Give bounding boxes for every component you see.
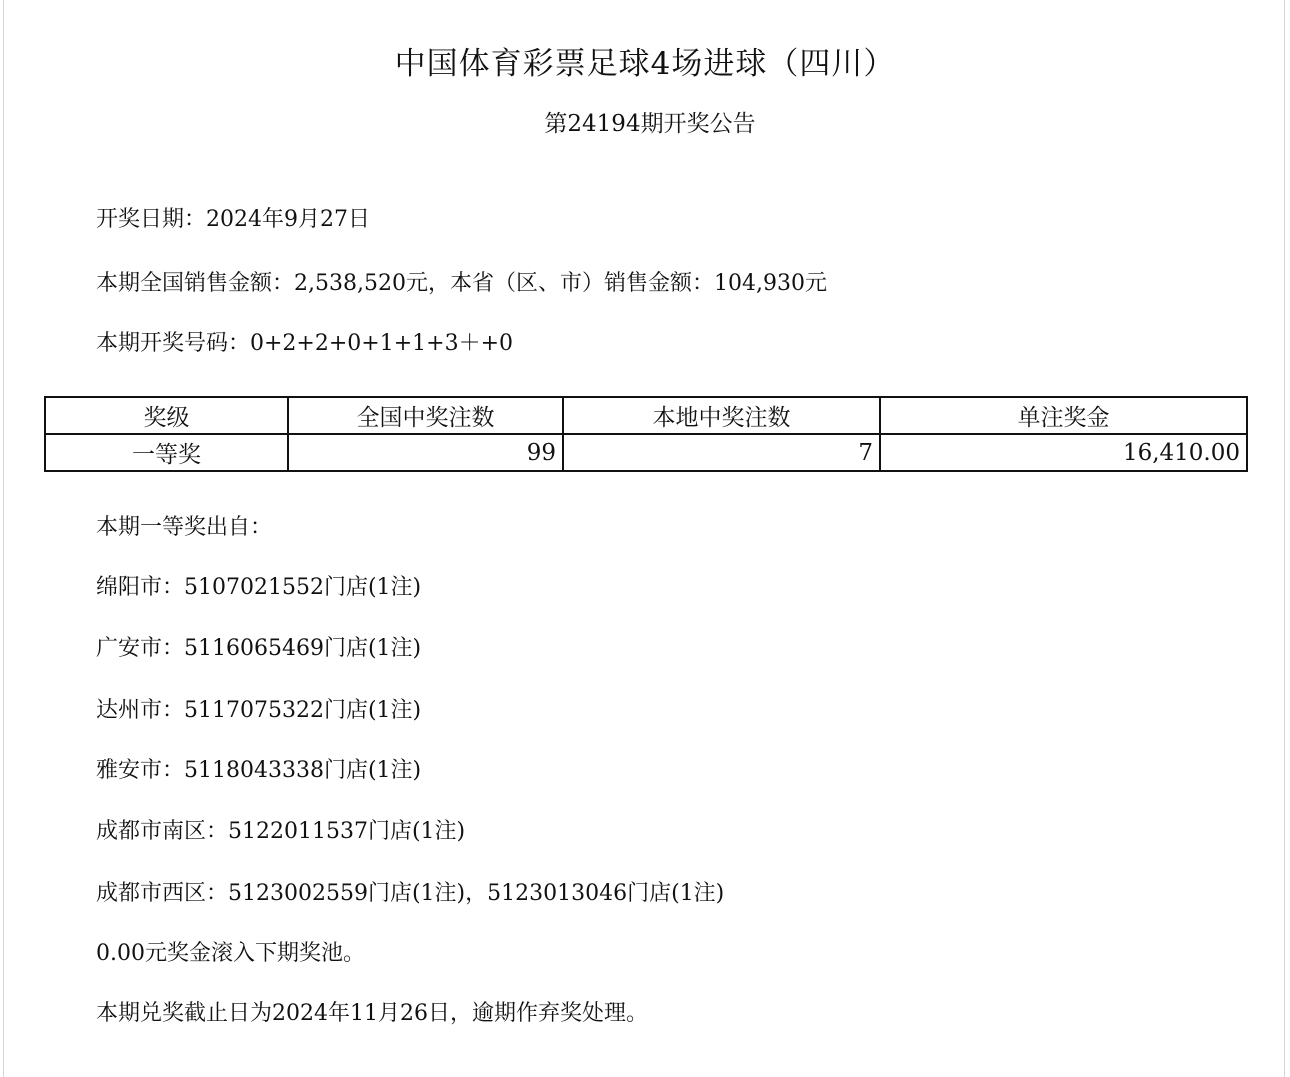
winning-numbers: 本期开奖号码：0+2+2+0+1+1+3＋+0: [96, 331, 514, 356]
header-local-winners: 本地中奖注数: [563, 397, 880, 434]
winners-heading: 本期一等奖出自：: [96, 515, 273, 540]
winner-line: 广安市：5116065469门店(1注): [96, 636, 422, 661]
cell-prize-amount: 16,410.00: [880, 434, 1247, 471]
table-row: [45, 434, 1247, 471]
page-right-edge: [1284, 0, 1285, 1077]
winner-line: 雅安市：5118043338门店(1注): [96, 758, 422, 783]
claim-deadline: 本期兑奖截止日为2024年11月26日，逾期作弃奖处理。: [96, 1001, 648, 1026]
cell-national-winners: 99: [288, 434, 563, 471]
rollover-note: 0.00元奖金滚入下期奖池。: [96, 941, 365, 966]
winner-line: 成都市西区：5123002559门店(1注)，5123013046门店(1注): [96, 881, 725, 906]
page-left-edge: [3, 0, 4, 1077]
prize-table-header-row: [45, 397, 1247, 434]
page-subtitle: 第24194期开奖公告: [544, 111, 756, 137]
cell-local-winners: 7: [563, 434, 880, 471]
cell-prize-level: 一等奖: [45, 434, 288, 471]
draw-date: 开奖日期：2024年9月27日: [96, 207, 370, 232]
page-title: 中国体育彩票足球4场进球（四川）: [394, 46, 896, 82]
winner-line: 成都市南区：5122011537门店(1注): [96, 819, 466, 844]
winner-line: 达州市：5117075322门店(1注): [96, 698, 422, 723]
winner-line: 绵阳市：5107021552门店(1注): [96, 575, 422, 600]
prize-table: [44, 396, 1248, 472]
header-prize-amount: 单注奖金: [880, 397, 1247, 434]
header-national-winners: 全国中奖注数: [288, 397, 563, 434]
sales-amount: 本期全国销售金额：2,538,520元，本省（区、市）销售金额：104,930元: [96, 271, 827, 296]
header-prize-level: 奖级: [45, 397, 288, 434]
